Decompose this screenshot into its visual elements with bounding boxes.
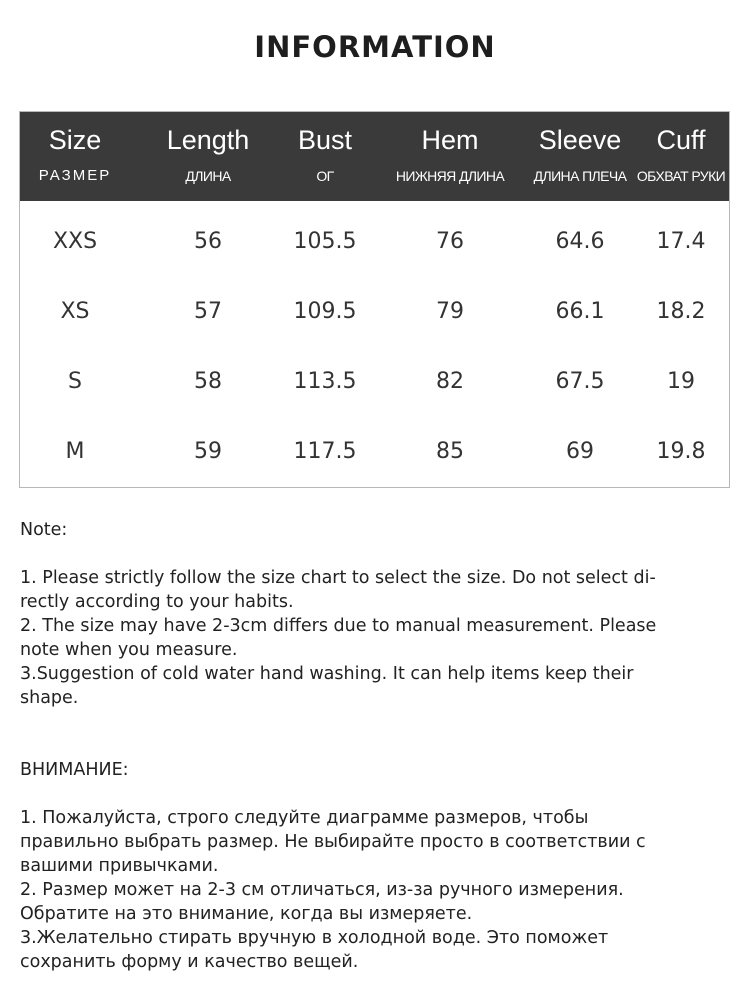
cell-length: 58 [194,369,222,394]
cell-size: XS [60,299,90,324]
page-title: INFORMATION [254,30,496,64]
table-row [20,347,729,417]
cell-bust: 113.5 [293,369,357,394]
cell-bust: 117.5 [293,439,357,464]
note-ru-line: Обратите на это внимание, когда вы измеряете. [20,904,473,924]
header-bust-en: Bust [297,125,353,155]
header-length-ru: ДЛИНА [185,168,231,184]
notes-section [20,518,720,974]
cell-length: 56 [194,229,222,254]
header-length-en: Length [166,125,250,155]
note-ru-line: правильно выбрать размер. Не выбирайте просто в соответствии с [20,832,646,852]
note-en-line: 2. The size may have 2-3cm differs due to manual measurement. Please [20,616,657,636]
cell-hem: 76 [436,229,464,254]
note-ru-line: 2. Размер может на 2-3 см отличаться, из-за ручного измерения. [20,880,624,900]
cell-cuff: 19 [667,369,695,394]
size-chart-table [19,111,730,488]
note-ru-line: 1. Пожалуйста, строго следуйте диаграмме размеров, чтобы [20,808,589,828]
header-size-ru: РАЗМЕР [38,167,112,184]
note-en-line: shape. [20,688,79,708]
cell-size: M [65,439,85,464]
note-en-line: 1. Please strictly follow the size chart to select the size. Do not select di- [20,568,656,588]
note-ru-line: 3.Желательно стирать вручную в холодной воде. Это поможет [20,928,609,948]
cell-hem: 85 [436,439,464,464]
header-hem-ru: НИЖНЯЯ ДЛИНА [395,168,505,184]
header-size-en: Size [48,125,102,155]
cell-bust: 105.5 [293,229,357,254]
header-bust [270,112,380,201]
header-size [20,112,130,201]
header-sleeve-en: Sleeve [538,125,622,155]
table-row [20,277,729,347]
header-length [148,112,268,201]
cell-cuff: 18.2 [656,299,706,324]
table-row [20,207,729,277]
header-cuff [632,112,730,201]
note-en-line: note when you measure. [20,640,238,660]
header-cuff-ru: ОБХВАТ РУКИ [636,168,726,184]
cell-bust: 109.5 [293,299,357,324]
header-sleeve [525,112,635,201]
header-cuff-en: Cuff [656,125,706,155]
note-ru-line: сохранить форму и качество вещей. [20,952,359,972]
cell-cuff: 19.8 [656,439,706,464]
table-header [20,112,729,201]
cell-cuff: 17.4 [656,229,706,254]
header-hem [390,112,510,201]
cell-sleeve: 69 [566,439,594,464]
cell-size: XXS [52,229,98,254]
cell-hem: 82 [436,369,464,394]
header-hem-en: Hem [421,125,479,155]
table-row [20,417,729,487]
header-sleeve-ru: ДЛИНА ПЛЕЧА [533,168,627,184]
cell-sleeve: 66.1 [555,299,605,324]
cell-sleeve: 64.6 [555,229,605,254]
cell-hem: 79 [436,299,464,324]
cell-sleeve: 67.5 [555,369,605,394]
cell-size: S [68,369,82,394]
note-en-line: 3.Suggestion of cold water hand washing. It can help items keep their [20,664,634,684]
note-ru-line: вашими привычками. [20,856,219,876]
note-en-line: rectly according to your habits. [20,592,294,612]
cell-length: 57 [194,299,222,324]
note-ru-heading: ВНИМАНИЕ: [20,760,129,780]
note-en-heading: Note: [20,520,68,540]
cell-length: 59 [194,439,222,464]
header-bust-ru: ОГ [316,168,334,184]
